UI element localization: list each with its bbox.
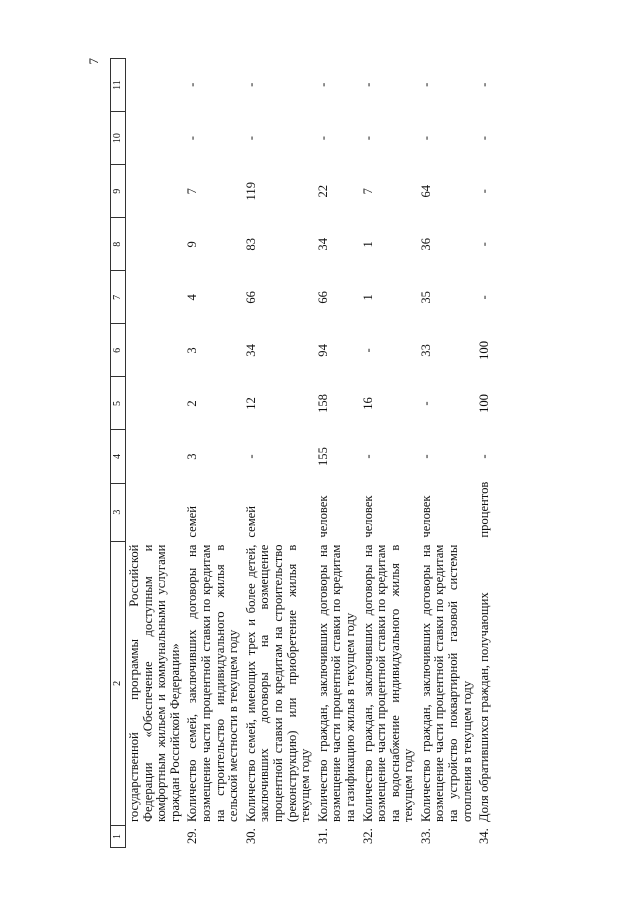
- indicator-name-cell: Количество граждан, заключивших договоры на возмещение части процентной ставки по кредитам на устройство поквартирной газовой системы отопления в текущем году: [418, 544, 474, 822]
- value-cell: 7: [360, 188, 375, 195]
- value-cell: 64: [418, 184, 433, 198]
- value-cell: [126, 218, 185, 271]
- indicator-name-cell: Количество семей, заключивших договоры на возмещение части процентной ставки по кредитам на строительство индивидуального жилья в сельской местности в текущем году: [185, 544, 241, 822]
- value-cell: -: [477, 242, 492, 247]
- value-cell: -: [477, 136, 492, 141]
- indicator-name-cell: Количество граждан, заключивших договоры на возмещение части процентной ставки по кредитам на водоснабжение индивидуального жилья в текущем году: [360, 544, 416, 822]
- value-cell: 7: [185, 188, 200, 195]
- value-cell: -: [243, 82, 258, 87]
- header-cell: 3: [111, 483, 126, 541]
- page-number: 7: [86, 58, 101, 65]
- header-cell: 2: [111, 541, 126, 825]
- value-cell: 94: [315, 344, 330, 357]
- header-cell: 7: [111, 271, 126, 324]
- value-cell: 4: [185, 294, 200, 301]
- value-cell: -: [185, 82, 200, 87]
- value-cell: -: [243, 136, 258, 141]
- unit-cell: семей: [243, 505, 258, 538]
- rotated-table-block: [86, 58, 525, 848]
- value-cell: 16: [360, 397, 375, 410]
- value-cell: 158: [315, 394, 330, 413]
- value-cell: 36: [418, 237, 433, 251]
- table-row: [315, 59, 360, 848]
- value-cell: 66: [315, 291, 330, 304]
- value-cell: [126, 430, 185, 483]
- header-cell: 10: [111, 112, 126, 165]
- table-row: [243, 59, 315, 848]
- unit-cell: семей: [185, 505, 200, 538]
- row-number-cell: 33.: [418, 828, 433, 844]
- value-cell: 3: [185, 453, 200, 460]
- value-cell: 66: [243, 291, 258, 304]
- value-cell: 34: [315, 237, 330, 251]
- table-row: [476, 59, 494, 848]
- indicator-name-cell: государственной программы Российской Федерации «Обеспечение доступным и комфортным жильем и коммунальными услугами граждан Российской Федерации»: [127, 544, 182, 822]
- row-number-cell: 32.: [360, 828, 375, 844]
- unit-cell: человек: [418, 495, 433, 538]
- table-row: [184, 59, 242, 848]
- table-row: [126, 59, 185, 848]
- header-cell: 1: [111, 825, 126, 847]
- value-cell: -: [360, 82, 375, 87]
- value-cell: [126, 59, 185, 112]
- value-cell: -: [477, 295, 492, 300]
- value-cell: 9: [185, 241, 200, 248]
- row-number-cell: [126, 825, 185, 847]
- header-cell: 11: [111, 59, 126, 112]
- value-cell: 1: [360, 241, 375, 248]
- value-cell: 2: [185, 400, 200, 407]
- indicators-table: [110, 58, 494, 848]
- row-number-cell: 34.: [477, 828, 492, 844]
- value-cell: [126, 271, 185, 324]
- header-cell: 8: [111, 218, 126, 271]
- row-number-cell: 31.: [315, 828, 330, 844]
- value-cell: -: [477, 454, 492, 459]
- value-cell: [126, 324, 185, 377]
- unit-cell: человек: [315, 495, 330, 538]
- value-cell: 3: [185, 347, 200, 354]
- unit-cell: [126, 483, 185, 541]
- indicator-name-cell: Количество граждан, заключивших договоры на возмещение части процентной ставки по кредитам на газификацию жилья в текущем году: [315, 544, 357, 822]
- value-cell: -: [243, 454, 258, 459]
- value-cell: 22: [315, 184, 330, 198]
- value-cell: 34: [243, 344, 258, 357]
- value-cell: -: [418, 401, 433, 406]
- table-row: [360, 59, 418, 848]
- table-row: [418, 59, 476, 848]
- value-cell: 100: [477, 340, 492, 360]
- indicator-name-cell: Количество семей, имеющих трех и более детей, заключивших договоры на возмещение процентной ставки по кредитам на строительство (реконструкцию) или приобретение жилья в текущем году: [243, 544, 313, 822]
- unit-cell: процентов: [477, 481, 492, 538]
- row-number-cell: 29.: [185, 828, 200, 844]
- value-cell: 119: [243, 182, 258, 201]
- value-cell: -: [315, 82, 330, 87]
- header-cell: 9: [111, 165, 126, 218]
- value-cell: 155: [315, 447, 330, 466]
- value-cell: 100: [477, 394, 492, 413]
- value-cell: -: [360, 136, 375, 141]
- value-cell: [126, 112, 185, 165]
- value-cell: -: [360, 454, 375, 459]
- row-number-cell: 30.: [243, 828, 258, 844]
- value-cell: -: [360, 348, 375, 353]
- value-cell: 12: [243, 397, 258, 410]
- header-cell: 6: [111, 324, 126, 377]
- table-header-row: [111, 59, 126, 848]
- indicator-name-cell: Доля обратившихся граждан, получающих: [477, 592, 492, 822]
- value-cell: -: [477, 189, 492, 194]
- unit-cell: человек: [360, 495, 375, 538]
- value-cell: -: [185, 136, 200, 141]
- header-cell: 5: [111, 377, 126, 430]
- header-cell: 4: [111, 430, 126, 483]
- value-cell: -: [477, 82, 492, 87]
- value-cell: 1: [360, 294, 375, 301]
- value-cell: 35: [418, 291, 433, 304]
- value-cell: -: [315, 136, 330, 141]
- value-cell: 83: [243, 237, 258, 251]
- value-cell: -: [418, 82, 433, 87]
- value-cell: -: [418, 454, 433, 459]
- value-cell: -: [418, 136, 433, 141]
- value-cell: [126, 165, 185, 218]
- value-cell: [126, 377, 185, 430]
- value-cell: 33: [418, 344, 433, 357]
